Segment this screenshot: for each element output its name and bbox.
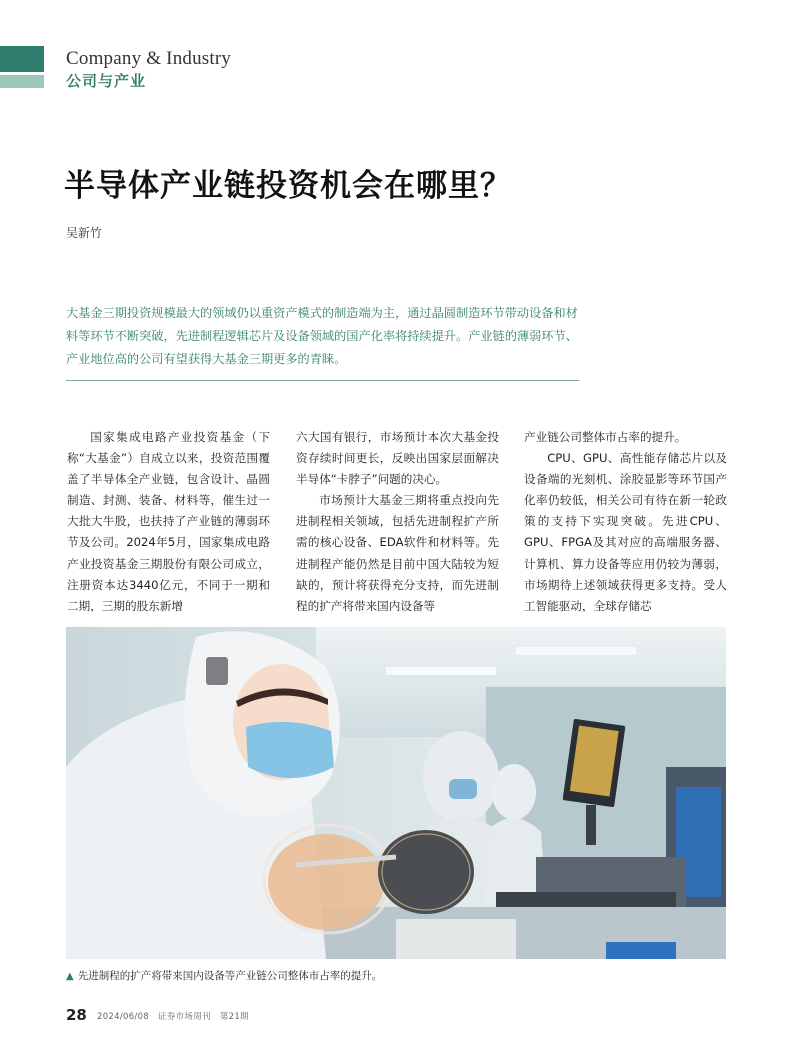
section-title-cn: 公司与产业: [66, 72, 147, 90]
footer-info: [97, 1010, 255, 1022]
paragraph: 产业链公司整体市占率的提升。: [524, 430, 687, 444]
footer-date: 2024/06/08: [97, 1012, 149, 1022]
paragraph: 市场预计大基金三期将重点投向先进制程相关领域，包括先进制程扩产所需的核心设备、EDA软件和材料等。先进制程产能仍然是目前中国大陆较为短缺的，预计将获得充分支持，而先进制程的扩产将带来国内设备等: [296, 493, 499, 612]
caption-triangle-icon: ▲: [66, 971, 74, 982]
article-author: 吴新竹: [66, 226, 103, 240]
paragraph: 国家集成电路产业投资基金（下称“大基金”）自成立以来，投资范围覆盖了半导体全产业链，包含设计、晶圆制造、封测、装备、材料等，催生过一大批大牛股，也扶持了产业链的薄弱环节及公司。2024年5月，国家集成电路产业投资基金三期股份有限公司成立，注册资本达3440亿元，不同于一期和二期，三期的股东新增: [67, 430, 270, 612]
article-photo: [66, 627, 726, 959]
paragraph: 六大国有银行，市场预计本次大基金投资存续时间更长，反映出国家层面解决半导体“卡脖子”问题的决心。: [296, 430, 499, 487]
section-block-light: [0, 75, 44, 88]
footer-publication: 证券市场周刊: [158, 1012, 211, 1022]
caption-text: 先进制程的扩产将带来国内设备等产业链公司整体市占率的提升。: [77, 970, 383, 982]
section-title-en: Company & Industry: [66, 48, 232, 69]
footer-issue: 第21期: [219, 1012, 249, 1022]
body-column-3: [524, 427, 727, 612]
article-title: 半导体产业链投资机会在哪里？: [64, 168, 512, 204]
section-block-dark: [0, 46, 44, 72]
body-column-2: [296, 427, 499, 612]
article-abstract: 大基金三期投资规模最大的领域仍以重资产模式的制造端为主，通过晶圆制造环节带动设备和材料等环节不断突破，先进制程逻辑芯片及设备领域的国产化率将持续提升。产业链的薄弱环节、产业地位高的公司有望获得大基金三期更多的青睐。: [66, 306, 578, 366]
abstract-divider: [66, 380, 579, 381]
body-column-1: [67, 427, 270, 612]
section-color-block: [0, 46, 44, 88]
page-number: 28: [66, 1006, 87, 1024]
paragraph: CPU、GPU、高性能存储芯片以及设备端的光刻机、涂胶显影等环节国产化率仍较低，相关公司有待在新一轮政策的支持下实现突破。先进CPU、GPU、FPGA及其对应的高端服务器、计算机、算力设备等应用仍较为薄弱，市场期待上述领域获得更多支持。受人工智能驱动，全球存储芯: [524, 451, 727, 612]
photo-caption: [66, 968, 726, 983]
